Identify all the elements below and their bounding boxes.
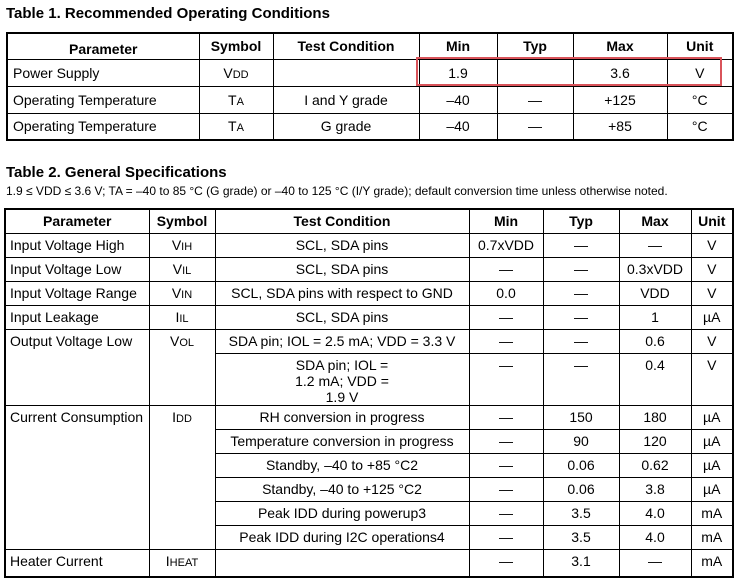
table-row [5,257,733,281]
header-min: Min [419,33,497,59]
min-cell: 1.9 [419,59,497,86]
typ-cell: 3.5 [543,525,619,549]
min-cell: –40 [419,113,497,140]
param-cell: Power Supply [7,59,199,86]
unit-cell: V [691,257,733,281]
unit-cell: µA [691,453,733,477]
max-cell: 0.3xVDD [619,257,691,281]
table-row [5,549,733,577]
min-cell: — [469,477,543,501]
header-typ: Typ [497,33,573,59]
general-specifications-table [4,208,734,578]
min-cell: — [469,405,543,429]
param-cell: Output Voltage Low [5,329,149,405]
table1-caption: Table 1. Recommended Operating Conditions [6,5,330,22]
typ-cell: 3.5 [543,501,619,525]
max-cell: 0.6 [619,329,691,353]
symbol-cell: IIL [149,305,215,329]
table-row [7,59,733,86]
condition-cell: Peak IDD during I2C operations4 [215,525,469,549]
table-row [5,281,733,305]
param-cell: Input Voltage Range [5,281,149,305]
condition-cell: SCL, SDA pins [215,233,469,257]
header-test-condition: Test Condition [273,33,419,59]
header-unit: Unit [667,33,733,59]
unit-cell: °C [667,113,733,140]
unit-cell: mA [691,549,733,577]
unit-cell: mA [691,501,733,525]
typ-cell: — [543,281,619,305]
condition-cell: Peak IDD during powerup3 [215,501,469,525]
unit-cell: µA [691,405,733,429]
header-parameter: Parameter [5,209,149,233]
header-symbol: Symbol [199,33,273,59]
condition-cell: SDA pin; IOL = 1.2 mA; VDD = 1.9 V [215,353,469,405]
table-row [7,86,733,113]
condition-cell: I and Y grade [273,86,419,113]
param-cell: Operating Temperature [7,113,199,140]
symbol-cell: VDD [199,59,273,86]
unit-cell: µA [691,477,733,501]
param-cell: Current Consumption [5,405,149,549]
unit-cell: mA [691,525,733,549]
typ-cell: — [497,113,573,140]
unit-cell: µA [691,305,733,329]
table2-caption: Table 2. General Specifications [6,164,227,181]
min-cell: — [469,525,543,549]
symbol-cell: IHEAT [149,549,215,577]
min-cell: 0.0 [469,281,543,305]
table-row [7,113,733,140]
header-symbol: Symbol [149,209,215,233]
header-max: Max [619,209,691,233]
max-cell: 180 [619,405,691,429]
header-typ: Typ [543,209,619,233]
operating-conditions-table [6,32,734,141]
min-cell: — [469,429,543,453]
header-unit: Unit [691,209,733,233]
max-cell: — [619,233,691,257]
min-cell: –40 [419,86,497,113]
symbol-cell: VIL [149,257,215,281]
condition-cell: SDA pin; IOL = 2.5 mA; VDD = 3.3 V [215,329,469,353]
max-cell: 0.62 [619,453,691,477]
symbol-cell: VIN [149,281,215,305]
max-cell: 120 [619,429,691,453]
typ-cell: 150 [543,405,619,429]
typ-cell: — [543,233,619,257]
typ-cell: 90 [543,429,619,453]
max-cell: — [619,549,691,577]
typ-cell: — [543,329,619,353]
param-cell: Heater Current [5,549,149,577]
table2-conditions-note: 1.9 ≤ VDD ≤ 3.6 V; TA = –40 to 85 °C (G grade) or –40 to 125 °C (I/Y grade); default conversion time unless otherwise noted. [6,184,668,198]
condition-cell: Temperature conversion in progress [215,429,469,453]
condition-cell: SCL, SDA pins [215,257,469,281]
table-row [5,329,733,353]
min-cell: 0.7xVDD [469,233,543,257]
unit-cell: V [667,59,733,86]
max-cell: +125 [573,86,667,113]
min-cell: — [469,257,543,281]
min-cell: — [469,329,543,353]
condition-cell: RH conversion in progress [215,405,469,429]
table-row [5,233,733,257]
unit-cell: V [691,329,733,353]
typ-cell: — [543,257,619,281]
symbol-cell: VOL [149,329,215,405]
condition-cell: G grade [273,113,419,140]
max-cell: 3.8 [619,477,691,501]
min-cell: — [469,501,543,525]
typ-cell: — [543,305,619,329]
typ-cell: 0.06 [543,477,619,501]
header-max: Max [573,33,667,59]
symbol-cell: VIH [149,233,215,257]
symbol-cell: IDD [149,405,215,549]
header-parameter: Parameter [7,33,199,59]
typ-cell: — [543,353,619,405]
condition-cell: SCL, SDA pins with respect to GND [215,281,469,305]
min-cell: — [469,353,543,405]
condition-cell [273,59,419,86]
unit-cell: µA [691,429,733,453]
condition-cell: Standby, –40 to +85 °C2 [215,453,469,477]
max-cell: 4.0 [619,501,691,525]
max-cell: +85 [573,113,667,140]
table-row [5,405,733,429]
unit-cell: °C [667,86,733,113]
max-cell: 1 [619,305,691,329]
header-min: Min [469,209,543,233]
condition-cell [215,549,469,577]
param-cell: Input Leakage [5,305,149,329]
typ-cell: 3.1 [543,549,619,577]
condition-cell: Standby, –40 to +125 °C2 [215,477,469,501]
unit-cell: V [691,281,733,305]
table-header-row [7,33,733,59]
condition-cell: SCL, SDA pins [215,305,469,329]
max-cell: VDD [619,281,691,305]
max-cell: 4.0 [619,525,691,549]
min-cell: — [469,305,543,329]
max-cell: 0.4 [619,353,691,405]
param-cell: Operating Temperature [7,86,199,113]
typ-cell [497,59,573,86]
typ-cell: 0.06 [543,453,619,477]
symbol-cell: TA [199,86,273,113]
symbol-cell: TA [199,113,273,140]
header-test-condition: Test Condition [215,209,469,233]
typ-cell: — [497,86,573,113]
table-header-row [5,209,733,233]
param-cell: Input Voltage High [5,233,149,257]
max-cell: 3.6 [573,59,667,86]
param-cell: Input Voltage Low [5,257,149,281]
unit-cell: V [691,353,733,405]
min-cell: — [469,453,543,477]
unit-cell: V [691,233,733,257]
table-row [5,305,733,329]
min-cell: — [469,549,543,577]
